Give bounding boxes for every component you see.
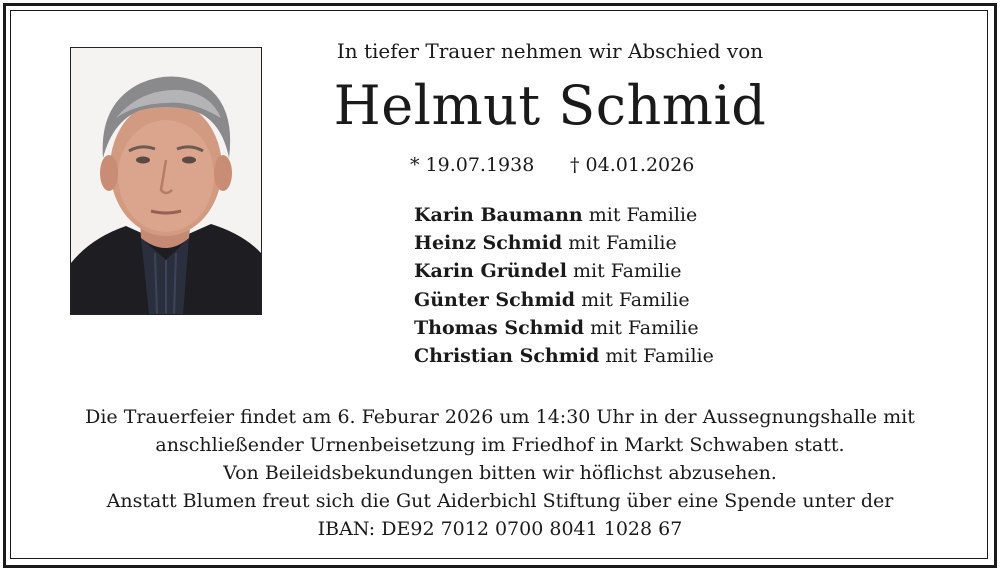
birth-date: * 19.07.1938 (410, 154, 535, 176)
mourner-suffix: mit Familie (568, 232, 677, 255)
mourner-entry (414, 286, 714, 314)
mourner-entry (414, 229, 714, 257)
notice-line: Die Trauerfeier findet am 6. Feburar 2026 um 14:30 Uhr in der Aussegnungshalle mit (85, 406, 915, 428)
mourner-name: Thomas Schmid (414, 316, 585, 339)
death-date: † 04.01.2026 (570, 154, 695, 176)
mourner-suffix: mit Familie (572, 260, 682, 283)
mourner-name: Karin Baumann (414, 204, 583, 226)
mourner-suffix: mit Familie (581, 288, 690, 311)
notice-line: Von Beileidsbekundungen bitten wir höflichst abzusehen. (223, 462, 777, 484)
mourner-suffix: mit Familie (605, 345, 714, 368)
mourner-name: Günter Schmid (414, 288, 576, 311)
mourner-name: Heinz Schmid (414, 232, 563, 255)
notice-line: anschließender Urnenbeisetzung im Friedhof in Markt Schwaben statt. (155, 434, 845, 456)
mourner-suffix: mit Familie (588, 204, 698, 226)
intro-text: In tiefer Trauer nehmen wir Abschied von (336, 39, 764, 63)
notice-line: Anstatt Blumen freut sich die Gut Aiderbichl Stiftung über eine Spende unter der (106, 490, 894, 512)
deceased-name: Helmut Schmid (333, 74, 767, 137)
portrait-photo (70, 47, 262, 315)
mourner-name: Karin Gründel (414, 260, 567, 283)
mourner-entry (414, 257, 714, 285)
mourner-name: Christian Schmid (414, 345, 600, 368)
mourners-list (414, 201, 714, 370)
ceremony-notice (40, 403, 960, 543)
mourner-entry (414, 314, 714, 342)
mourner-entry (414, 201, 714, 229)
iban-line: IBAN: DE92 7012 0700 8041 1028 67 (317, 518, 683, 540)
mourner-entry (414, 342, 714, 370)
mourner-suffix: mit Familie (590, 316, 699, 339)
